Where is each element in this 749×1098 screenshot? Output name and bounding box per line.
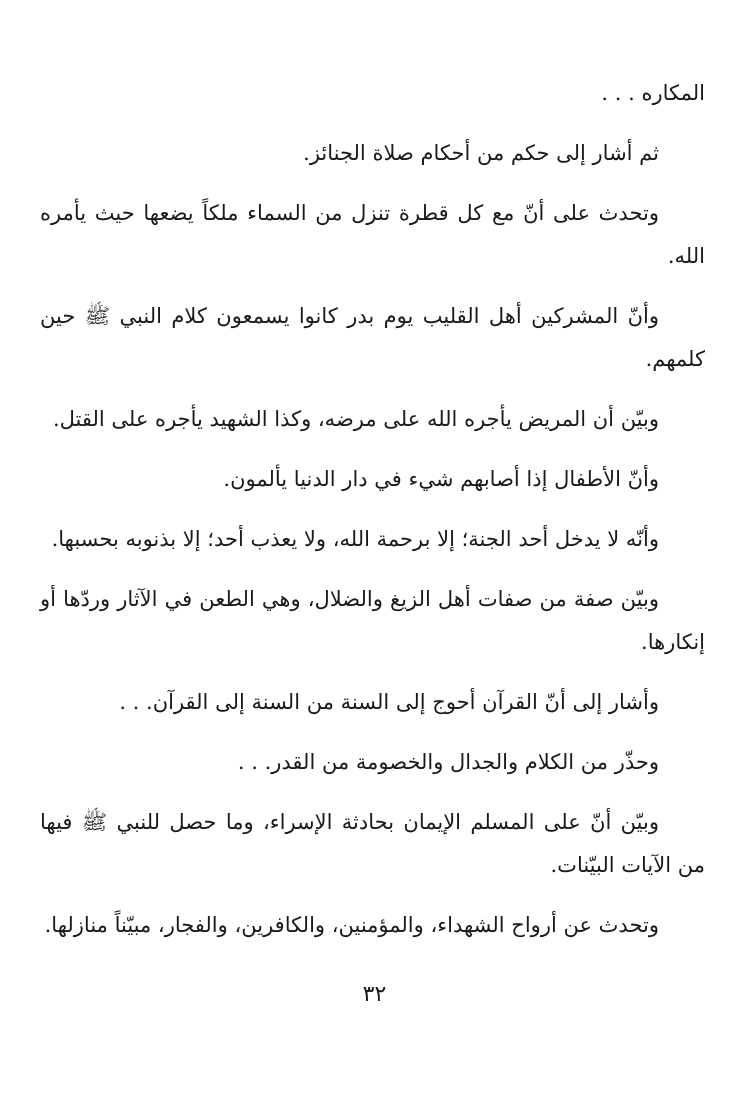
paragraph-6: وأنّ الأطفال إذا أصابهم شيء في دار الدنيا يألمون. — [223, 467, 659, 491]
paragraph-4: وأنّ المشركين أهل القليب يوم بدر كانوا يسمعون كلام النبي ﷺ حين كلمهم. — [40, 304, 705, 371]
paragraph-8: وبيّن صفة من صفات أهل الزيغ والضلال، وهي الطعن في الآثار وردّها أو إنكارها. — [40, 587, 705, 654]
paragraph-12: وتحدث عن أرواح الشهداء، والمؤمنين، والكافرين، والفجار، مبيّناً منازلها. — [44, 913, 659, 937]
paragraph-3: وتحدث على أنّ مع كل قطرة تنزل من السماء ملكاً يضعها حيث يأمره الله. — [40, 201, 705, 268]
paragraph-1: المكاره . . . — [601, 81, 705, 105]
paragraph-9: وأشار إلى أنّ القرآن أحوج إلى السنة من السنة إلى القرآن. . . — [119, 690, 659, 714]
paragraph-10: وحذّر من الكلام والجدال والخصومة من القدر. . . — [237, 750, 659, 774]
paragraph-7: وأنّه لا يدخل أحد الجنة؛ إلا برحمة الله، ولا يعذب أحد؛ إلا بذنوبه بحسبها. — [51, 527, 659, 551]
page-number: ٣٢ — [362, 982, 387, 1007]
paragraph-5: وبيّن أن المريض يأجره الله على مرضه، وكذا الشهيد يأجره على القتل. — [52, 407, 659, 431]
paragraph-2: ثم أشار إلى حكم من أحكام صلاة الجنائز. — [303, 141, 659, 165]
paragraph-11: وبيّن أنّ على المسلم الإيمان بحادثة الإسراء، وما حصل للنبي ﷺ فيها من الآيات البيّنات. — [40, 810, 705, 877]
